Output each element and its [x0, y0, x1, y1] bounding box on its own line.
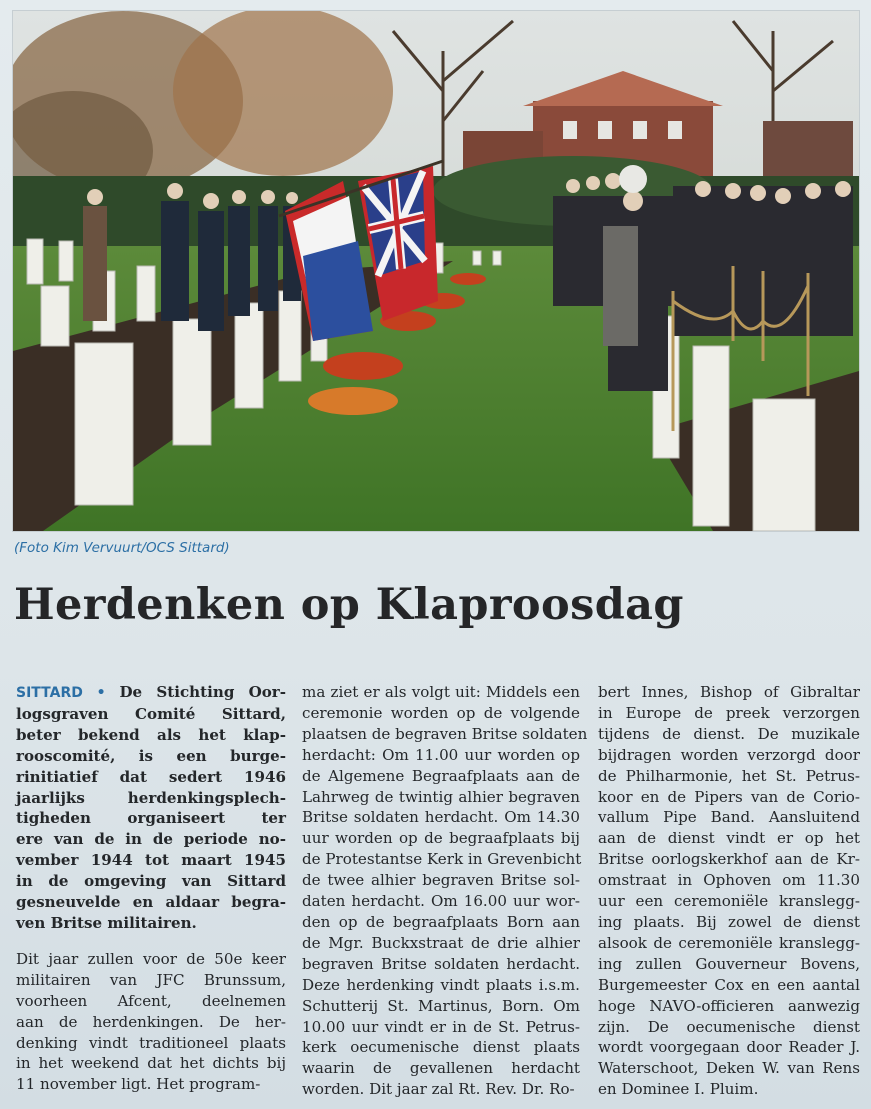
text-line: Britse oorlogskerkhof aan de Kr- — [598, 850, 860, 869]
photo-cemetery-ceremony — [13, 11, 859, 531]
text-line: ven Britse militairen. — [16, 913, 197, 932]
text-line: bert Innes, Bishop of Gibraltar — [598, 683, 860, 701]
text-line: worden. Dit jaar zal Rt. Rev. Dr. Ro- — [302, 1080, 575, 1099]
text-line: tijdens de dienst. De muzikale — [598, 724, 860, 743]
text-line: Deze herdenking vindt plaats i.s.m. — [302, 975, 580, 994]
article-photo — [12, 10, 860, 532]
text-line: ceremonie worden op de volgende — [302, 703, 580, 722]
text-line: gesneuvelde en aldaar begra- — [16, 893, 286, 912]
text-line: ere van de in de periode no- — [16, 830, 286, 849]
text-line: tigheden organiseert ter — [16, 809, 286, 828]
text-line: rinitiatief dat sedert 1946 — [16, 767, 286, 786]
text-line: ma ziet er als volgt uit: Middels een — [302, 683, 580, 701]
text-line: beter bekend als het klap- — [16, 725, 286, 744]
text-line: de Philharmonie, het St. Petrus- — [598, 766, 860, 785]
text-line: rooscomité, is een burge- — [16, 746, 286, 765]
text-line: aan de dienst vindt er op het — [598, 829, 860, 848]
text-line: Burgemeester Cox en een aantal — [598, 975, 860, 994]
article-column-2 — [302, 682, 588, 1100]
text-line: militairen van JFC Brunssum, — [16, 970, 286, 989]
text-line: de Algemene Begraafplaats aan de — [302, 766, 580, 785]
text-line: uur worden op de begraafplaats bij — [302, 829, 580, 848]
text-line: logsgraven Comité Sittard, — [16, 704, 286, 723]
text-line: bijdragen worden verzorgd door — [598, 745, 860, 764]
text-line: en Dominee I. Pluim. — [598, 1080, 759, 1099]
text-line: Dit jaar zullen voor de 50e keer — [16, 949, 286, 968]
text-line: Lahrweg de twintig alhier begraven — [302, 787, 580, 806]
text-line: alsook de ceremoniële kranslegg- — [598, 933, 860, 952]
text-line: hoge NAVO-officieren aanwezig — [598, 996, 860, 1015]
text-line: in het weekend dat het dichts bij — [16, 1054, 286, 1073]
text-line: ing zullen Gouverneur Bovens, — [598, 954, 860, 973]
text-line: jaarlijks herdenkingsplech- — [16, 788, 286, 807]
dateline: SITTARD • — [16, 685, 120, 701]
text-line: omstraat in Ophoven om 11.30 — [598, 871, 860, 890]
text-line: voorheen Afcent, deelnemen — [16, 991, 286, 1010]
text-line: den op de begraafplaats Born aan — [302, 912, 580, 931]
photo-caption: (Foto Kim Vervuurt/OCS Sittard) — [14, 540, 230, 556]
text-line: uur een ceremoniële kranslegg- — [598, 892, 860, 911]
text-line: vallum Pipe Band. Aansluitend — [598, 808, 860, 827]
text-line: de Mgr. Buckxstraat de drie alhier — [302, 933, 580, 952]
article-paragraph — [16, 949, 286, 1095]
text-line: waarin de gevallenen herdacht — [302, 1059, 580, 1078]
text-line: denking vindt traditioneel plaats — [16, 1033, 286, 1052]
text-line: plaatsen de begraven Britse soldaten — [302, 724, 588, 743]
text-line: ing plaats. Bij zowel de dienst — [598, 912, 860, 931]
text-line: Waterschoot, Deken W. van Rens — [598, 1059, 860, 1078]
text-line: wordt voorgegaan door Reader J. — [598, 1038, 860, 1057]
text-line: de Protestantse Kerk in Grevenbicht — [302, 850, 582, 869]
article-column-3 — [598, 682, 860, 1100]
text-line: vember 1944 tot maart 1945 — [16, 851, 286, 870]
text-line: zijn. De oecumenische dienst — [598, 1017, 860, 1036]
text-line: de twee alhier begraven Britse sol- — [302, 871, 580, 890]
text-line-body: De Stichting Oor- — [119, 683, 287, 701]
article-lead — [16, 682, 286, 934]
text-line: in Europe de preek verzorgen — [598, 703, 860, 722]
text-line: 10.00 uur vindt er in de St. Petrus- — [302, 1017, 580, 1036]
article-column-1 — [16, 682, 286, 1095]
text-line: aan de herdenkingen. De her- — [16, 1012, 286, 1031]
text-line: koor en de Pipers van de Corio- — [598, 787, 860, 806]
text-line: Schutterij St. Martinus, Born. Om — [302, 996, 580, 1015]
text-line: daten herdacht. Om 16.00 uur wor- — [302, 892, 580, 911]
article-headline: Herdenken op Klaproosdag — [14, 580, 684, 630]
text-line: kerk oecumenische dienst plaats — [302, 1038, 580, 1057]
text-line: 11 november ligt. Het program- — [16, 1075, 261, 1094]
text-line: begraven Britse soldaten herdacht. — [302, 954, 580, 973]
text-line — [16, 682, 286, 704]
text-line: herdacht: Om 11.00 uur worden op — [302, 745, 580, 764]
text-line: Britse soldaten herdacht. Om 14.30 — [302, 808, 580, 827]
text-line: in de omgeving van Sittard — [16, 872, 286, 891]
